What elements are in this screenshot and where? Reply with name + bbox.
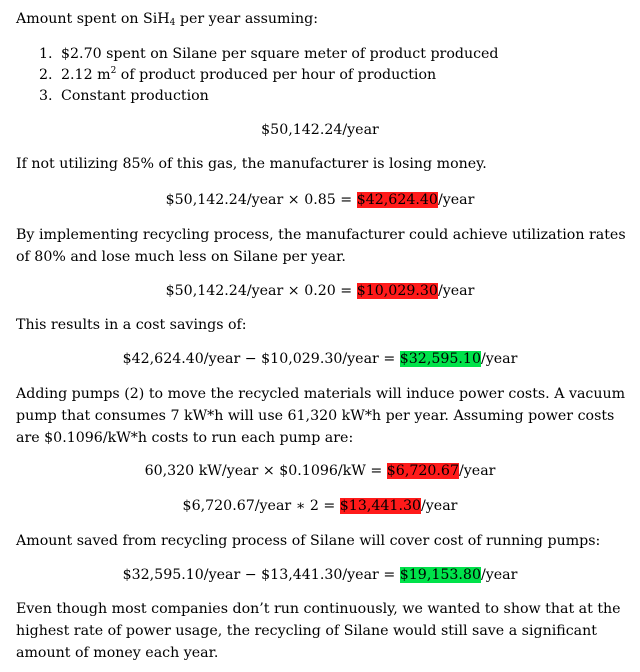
equation-expression: 60,320 kW/year × $0.1096/kW = [144,463,387,479]
equation-unit: /year [437,283,475,299]
loss-equation [0,191,640,209]
assumption-text: $2.70 spent on Silane per square meter of product produced [61,46,499,62]
two-pumps-equation [0,497,640,515]
intro-line [16,10,318,28]
equation-expression: $32,595.10/year − $13,441.30/year = [122,567,400,583]
assumption-number: 1. [39,46,53,62]
equation-unit: /year [480,351,518,367]
savings-paragraph: This results in a cost savings of: [16,317,247,333]
net-savings-equation [0,566,640,584]
equation-expression: $42,624.40/year − $10,029.30/year = [122,351,400,367]
assumption-item [39,66,436,84]
savings-equation [0,350,640,368]
equation-unit: /year [437,192,475,208]
assumption-text-end: of product produced per hour of production [116,67,437,83]
intro-subscript: 4 [169,18,176,28]
equation-unit: /year [421,498,458,514]
equation-unit: /year [459,463,496,479]
pumps-paragraph: Adding pumps (2) to move the recycled materials will induce power costs. A vacuum pump that consumes 7 kW*h will use 61,320 kW*h per year. Assuming power costs are $0.1096/kW*h costs to run each pump are: [16,386,626,446]
annual-cost-value: $50,142.24/year [261,122,379,138]
recycle-result-highlight: $10,029.30 [356,283,438,299]
loss-result-highlight: $42,624.40 [356,192,438,208]
intro-text: Amount spent on SiH [16,11,170,27]
intro-text-end: per year assuming: [175,11,318,27]
recycle-equation [0,282,640,300]
assumption-superscript: 2 [110,66,117,76]
savings-result-highlight: $32,595.10 [399,351,481,367]
assumption-text: Constant production [61,88,209,104]
equation-expression: $6,720.67/year ∗ 2 = [182,498,340,514]
assumption-text: 2.12 m [61,67,111,83]
net-savings-result-highlight: $19,153.80 [399,567,481,583]
two-pumps-result-highlight: $13,441.30 [339,498,422,514]
assumption-number: 2. [39,67,53,83]
recycle-paragraph: By implementing recycling process, the manufacturer could achieve utilization rates of 80% and lose much less on Silane per year. [16,227,626,265]
pump-cost-equation [0,462,640,480]
assumption-number: 3. [39,88,53,104]
equation-expression: $50,142.24/year × 0.85 = [165,192,357,208]
equation-expression: $50,142.24/year × 0.20 = [165,283,357,299]
cover-paragraph: Amount saved from recycling process of Silane will cover cost of running pumps: [16,533,601,549]
pump-cost-result-highlight: $6,720.67 [386,463,459,479]
assumption-item [39,45,499,63]
equation-unit: /year [480,567,518,583]
conclusion-paragraph: Even though most companies don’t run continuously, we wanted to show that at the highest rate of power usage, the recycling of Silane would still save a significant amount of money each year. [16,601,621,661]
assumption-item [39,87,209,105]
loss-paragraph: If not utilizing 85% of this gas, the manufacturer is losing money. [16,156,487,172]
